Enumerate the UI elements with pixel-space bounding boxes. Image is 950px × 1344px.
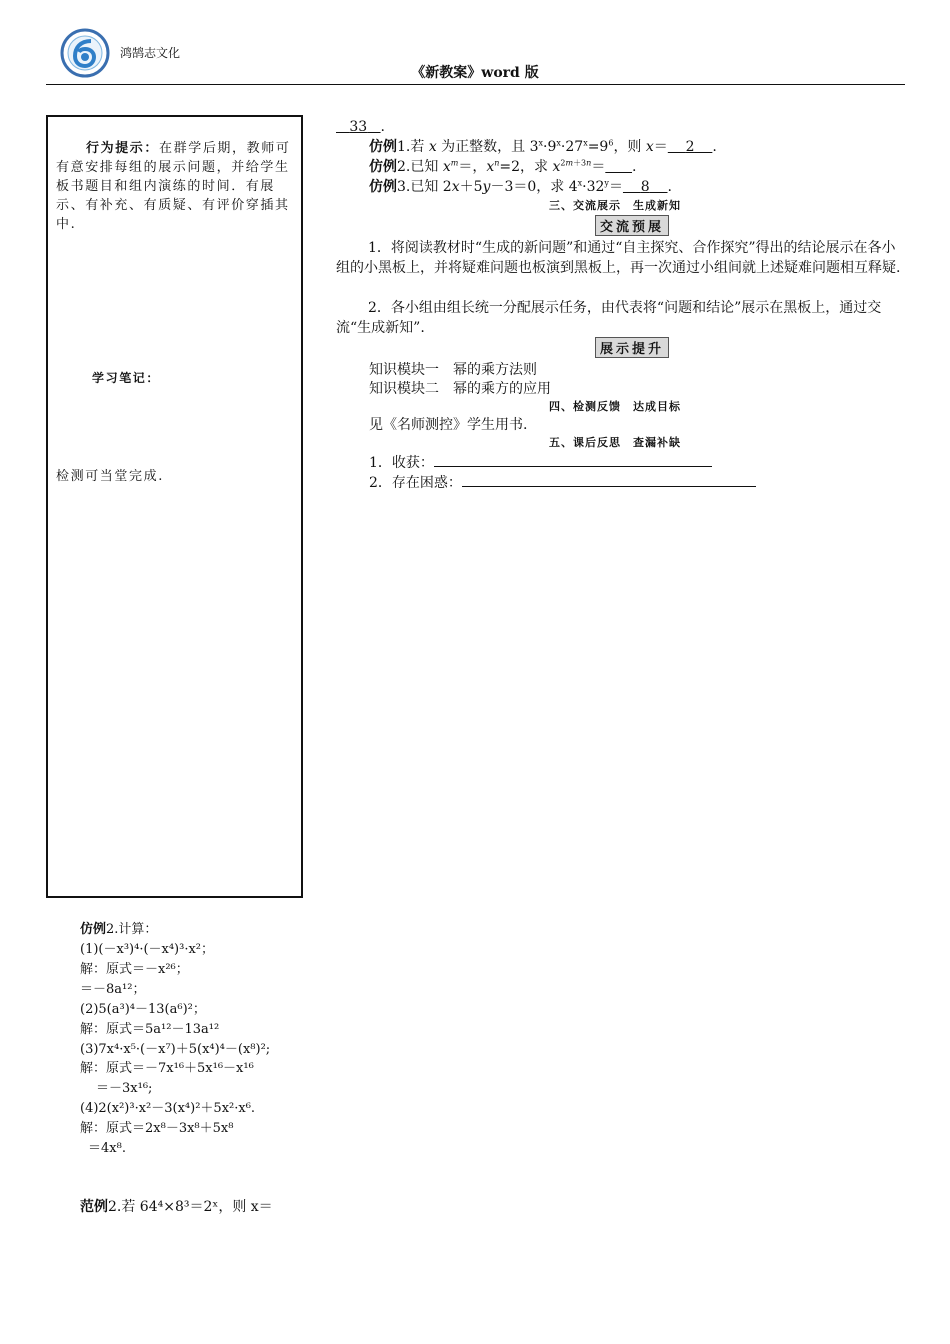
answer-4a: 解：原式＝2x⁸－3x⁸＋5x⁸: [80, 1121, 234, 1136]
behavior-tip: [56, 139, 296, 234]
answer-1a: 解：原式＝－x²⁶；: [80, 962, 189, 977]
example-3-answer: 8: [640, 179, 650, 195]
reflection-gains: 1．收获：: [369, 452, 712, 473]
example-1: 仿例1.若 x 为正整数，且 $3^x\cdot 9^x\cdot 27^x=9^6$，则 x＝ 2 .: [369, 138, 717, 155]
knowledge-module-1: 知识模块一 幂的乘方法则: [369, 362, 537, 378]
answer-1b: ＝－8a¹²；: [80, 982, 146, 997]
example-1-answer: 2: [685, 139, 695, 155]
tip-label: 行为提示：: [86, 141, 160, 156]
model-example-2: 范例2.若 64⁴×8³＝2ˣ，则 x＝: [80, 1199, 273, 1215]
top-answer: 33 .: [349, 119, 385, 135]
see-reference: 见《名师测控》学生用书.: [369, 417, 528, 433]
answer-3b: ＝－3x¹⁶;: [96, 1081, 153, 1096]
confusion-blank[interactable]: [462, 472, 756, 487]
reflection-confusion: 2．存在困惑：: [369, 472, 756, 493]
paragraph-1: 1．将阅读教材时“生成的新问题”和通过“自主探究、合作探究”得出的结论展示在各小组的小黑板上，并将疑难问题也板演到黑板上，再一次通过小组间就上述疑难问题相互释疑.: [336, 240, 901, 276]
badge-exchange-preview: 交流预展: [595, 215, 669, 236]
paragraph-2: 2．各小组由组长统一分配展示任务，由代表将“问题和结论”展示在黑板上，通过交流“生成新知”.: [336, 300, 882, 336]
answer-2: 解：原式＝5a¹²－13a¹²: [80, 1022, 220, 1037]
knowledge-module-2: 知识模块二 幂的乘方的应用: [369, 381, 551, 397]
example-2: 仿例2.已知 $x^m=$，$x^n=2$，求 $x^{2m+3n}=$ .: [369, 158, 637, 175]
tip-text: 在群学后期，教师可有意安排每组的展示问题，并给学生板书题目和组内演练的时间．有展示、有补充、有质疑、有评价穿插其中.: [56, 141, 291, 232]
worked-example-title: 仿例2.计算：: [80, 922, 158, 937]
example-3: 仿例3.已知 2x＋5y－3＝0，求 $4^x\cdot 32^y=$ 8 .: [369, 178, 672, 195]
header-rule: [46, 84, 905, 85]
question-1: (1)(－x³)⁴·(－x⁴)³·x²；: [80, 942, 215, 957]
badge-show-improve: 展示提升: [595, 337, 669, 358]
check-note: 检测可当堂完成.: [56, 469, 164, 484]
question-3: (3)7x⁴·x⁵·(－x⁷)＋5(x⁴)⁴－(x⁸)²;: [80, 1042, 271, 1057]
answer-4b: ＝4x⁸.: [88, 1141, 126, 1156]
gains-blank[interactable]: [434, 452, 712, 467]
document-title: 《新教案》word 版: [411, 65, 539, 81]
brand-name: 鸿鹄志文化: [120, 46, 181, 60]
notes-label: 学习笔记：: [92, 371, 161, 385]
section-3-heading: 三、交流展示 生成新知: [549, 199, 681, 212]
question-2: (2)5(a³)⁴－13(a⁶)²；: [80, 1002, 206, 1017]
section-5-heading: 五、课后反思 查漏补缺: [549, 436, 681, 449]
section-4-heading: 四、检测反馈 达成目标: [549, 400, 681, 413]
question-4: (4)2(x²)³·x²－3(x⁴)²＋5x²·x⁶.: [80, 1101, 256, 1116]
answer-3a: 解：原式＝－7x¹⁶＋5x¹⁶－x¹⁶: [80, 1061, 254, 1076]
